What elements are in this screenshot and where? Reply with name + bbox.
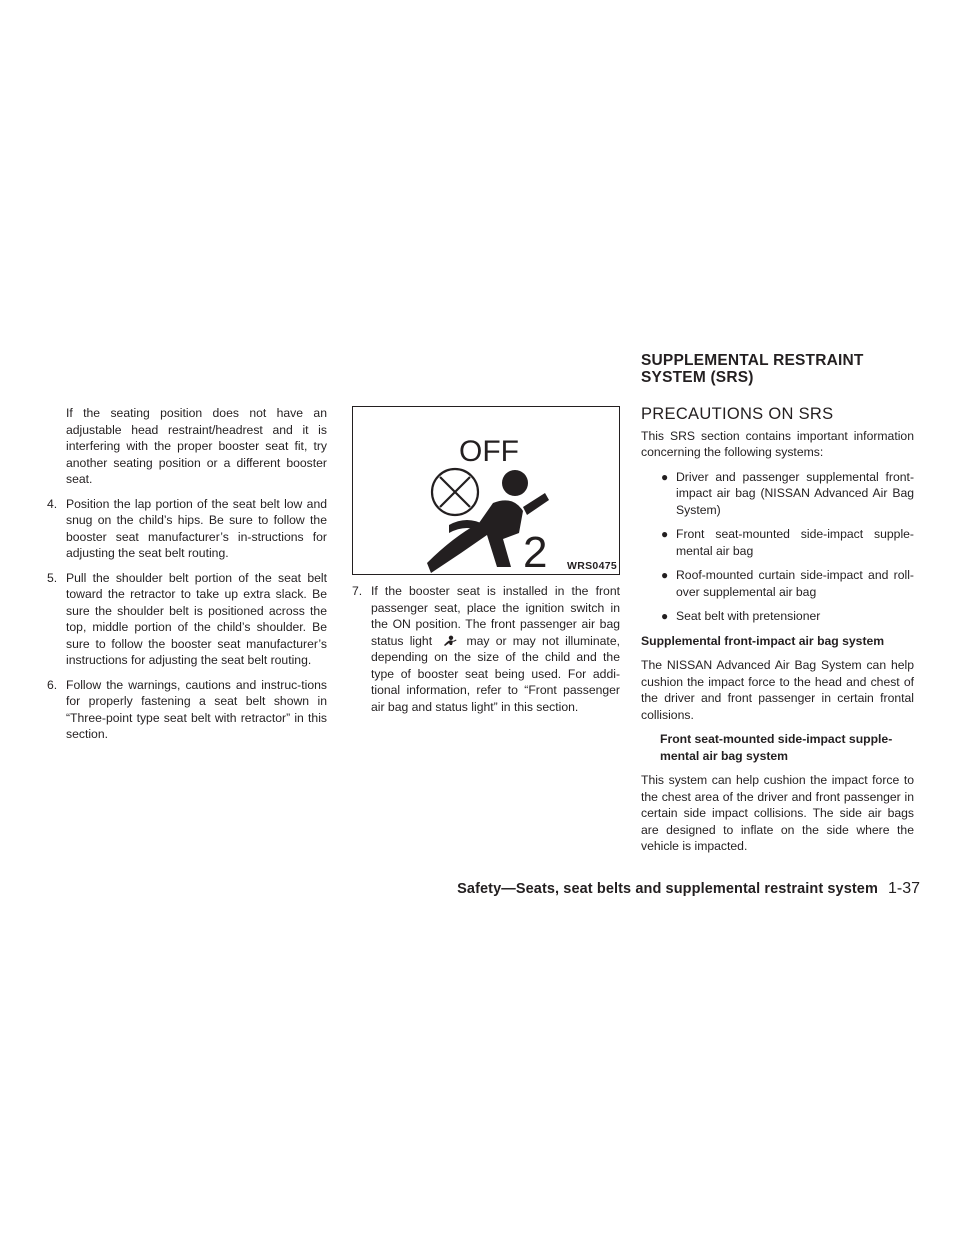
list-item — [352, 583, 620, 715]
section-title — [641, 352, 921, 386]
bullet-icon: ● — [661, 527, 669, 541]
bullet-item — [641, 469, 914, 519]
bullet-item — [641, 608, 914, 625]
bullet-text: Driver and passenger supplemental front-impact air bag (NISSAN Advanced Air Bag System) — [676, 469, 914, 517]
bullet-text: Roof-mounted curtain side-impact and roll-over supplemental air bag — [676, 568, 914, 599]
item-text: Position the lap portion of the seat belt low and snug on the child’s hips. Be sure to follow the booster seat manufacturer’s in-structions for adjusting the seat belt routing. — [66, 496, 327, 560]
item-text-part1: If the booster seat is installed in the front passenger seat, place the ignition switch in the ON position. The front passenger air bag status light — [371, 584, 620, 648]
item-number: 5. — [47, 570, 58, 585]
front-impact-subheading: Supplemental front-impact air bag system — [641, 633, 885, 648]
item-number: 7. — [352, 584, 363, 598]
intro-paragraph: This SRS section contains important information concerning the following systems: — [641, 428, 914, 459]
section-title-line2: SYSTEM (SRS) — [641, 369, 754, 386]
column-middle — [352, 406, 620, 723]
bullet-text: Seat belt with pretensioner — [676, 609, 821, 623]
column-right — [641, 406, 914, 863]
person-head-icon — [502, 470, 528, 496]
bullet-item — [641, 526, 914, 559]
number-label: 2 — [523, 528, 548, 574]
off-label: OFF — [459, 435, 519, 468]
side-impact-paragraph: This system can help cushion the impact force to the chest area of the driver and front passenger in certain side impact collisions. The side air bags are designed to inflate on the side where the vehicle is impacted. — [641, 773, 914, 853]
front-impact-paragraph: The NISSAN Advanced Air Bag System can help cushion the impact force to the head and chest of the driver and front passenger in certain frontal collisions. — [641, 658, 914, 722]
page-number: 1-37 — [887, 880, 920, 897]
item-number: 4. — [47, 496, 58, 511]
item-text: Pull the shoulder belt portion of the seat belt toward the retractor to take up extra slack. Be sure the shoulder belt is positioned across the top, middle portion of the child’s shoulder. Be sure to follow the booster seat manufacturer’s instructions for adjusting the seat belt routing. — [66, 570, 327, 667]
column-left — [47, 405, 327, 751]
list-item — [47, 570, 327, 669]
seatbelt-icon — [523, 493, 549, 515]
airbag-off-illustration — [353, 407, 619, 574]
continued-paragraph: If the seating position does not have an adjustable head restraint/headrest and it is interfering with the proper booster seat fit, try another seating position or a different booster seat. — [66, 406, 327, 486]
bullet-icon: ● — [661, 568, 669, 582]
bullet-text: Front seat-mounted side-impact supple-mental air bag — [676, 527, 914, 558]
section-title-line1: SUPPLEMENTAL RESTRAINT — [641, 352, 864, 369]
figure-code: WRS0475 — [567, 560, 617, 572]
list-item — [47, 496, 327, 562]
side-impact-subheading — [641, 731, 914, 764]
item-text-part2: may or may not illuminate, depending on the size of the child and the type of booster seat being used. For addi-tional information, refer to “Front passenger air bag and status light” in this section. — [371, 633, 620, 714]
bullet-icon: ● — [661, 609, 669, 623]
bullet-item — [641, 567, 914, 600]
side-impact-subheading-text: Front seat-mounted side-impact supple-mental air bag system — [660, 732, 893, 763]
item-number: 6. — [47, 677, 58, 692]
page-footer — [420, 880, 920, 898]
passenger-airbag-status-icon — [438, 635, 460, 647]
bullet-icon: ● — [661, 469, 669, 484]
footer-title: Safety—Seats, seat belts and supplemental restraint system — [457, 881, 878, 897]
item-text: Follow the warnings, cautions and instruc-tions for properly fastening a seat belt shown in “Three-point type seat belt with retractor” in this section. — [66, 677, 327, 741]
list-item — [47, 677, 327, 743]
precautions-heading: PRECAUTIONS ON SRS — [641, 405, 834, 423]
airbag-status-figure — [352, 406, 620, 575]
